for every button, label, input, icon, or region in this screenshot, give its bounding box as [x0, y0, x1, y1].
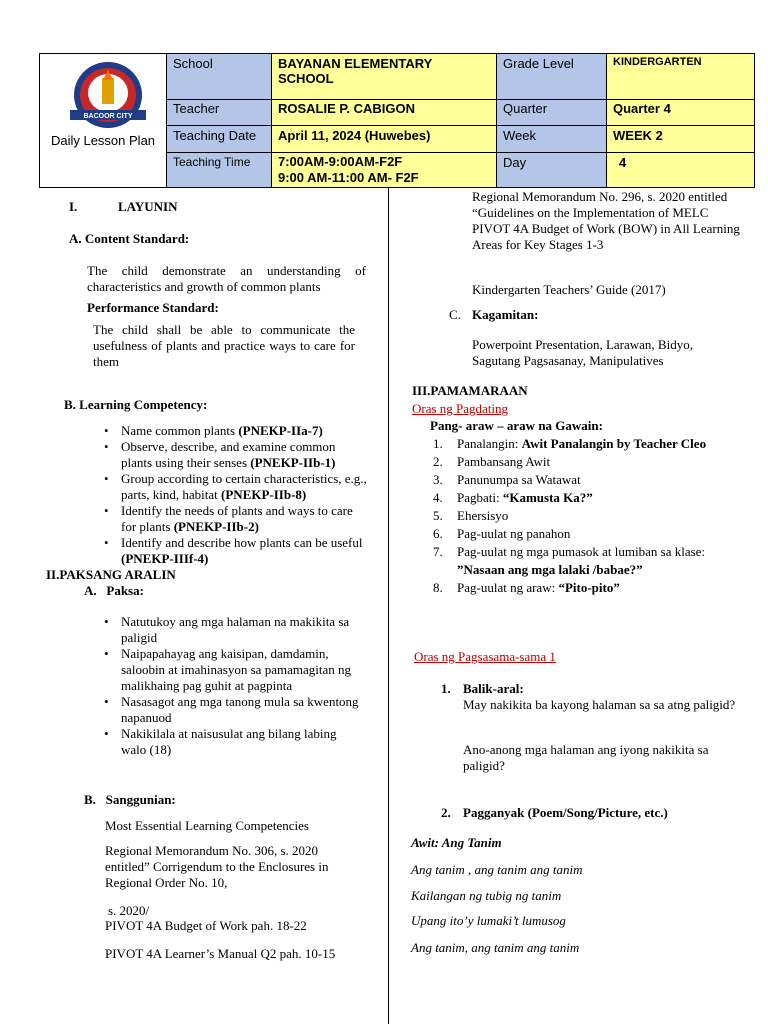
pagganyak-num: 2.: [441, 805, 451, 820]
list-item: • Observe, describe, and examine common plants using their senses (PNEKP-IIb-1): [99, 439, 369, 471]
quarter-value: Quarter 4: [606, 99, 755, 126]
list-item: • Nakikilala at naisusulat ang bilang labing walo (18): [99, 726, 361, 758]
content-standard: The child demonstrate an understanding of characteristics and growth of common plants: [87, 263, 366, 294]
s2020: s. 2020/: [108, 903, 150, 918]
plan-label: Daily Lesson Plan: [50, 133, 156, 148]
oras-pagsasama: Oras ng Pagsasama-sama 1: [414, 649, 556, 664]
week-label: Week: [496, 125, 607, 153]
time-label: Teaching Time: [166, 152, 272, 188]
oras-pagdating: Oras ng Pagdating: [412, 401, 509, 416]
paksa-list: [99, 614, 361, 758]
balik-num: 1.: [441, 681, 451, 696]
list-item: • Nasasagot ang mga tanong mula sa kwentong napanuod: [99, 694, 361, 726]
column-divider: [388, 188, 389, 1024]
date-value: April 11, 2024 (Huwebes): [271, 125, 497, 153]
competency-list: [99, 423, 369, 567]
lyric-line: Ang tanim, ang tanim ang tanim: [411, 940, 580, 955]
grade-value: KINDERGARTEN: [606, 53, 755, 100]
school-logo: [62, 60, 154, 130]
competency-label: B. Learning Competency:: [64, 397, 208, 412]
awit-title: Awit: Ang Tanim: [411, 835, 502, 850]
svg-text:BACOOR CITY: BACOOR CITY: [83, 113, 133, 120]
sec2-title: II.PAKSANG ARALIN: [46, 567, 176, 582]
paksa-label: A. Paksa:: [84, 583, 144, 598]
day-value: 4: [606, 152, 755, 188]
teacher-value: ROSALIE P. CABIGON: [271, 99, 497, 126]
sec3-title: III.PAMAMARAAN: [412, 383, 528, 398]
list-item: 6. Pag-uulat ng panahon: [433, 526, 571, 541]
lyric-line: Kailangan ng tubig ng tanim: [411, 888, 562, 903]
balik-label: Balik-aral:: [463, 681, 524, 696]
perf-standard-label: Performance Standard:: [87, 300, 219, 315]
time-value-2: 9:00 AM-11:00 AM- F2F: [278, 170, 419, 185]
bow: PIVOT 4A Budget of Work pah. 18-22: [105, 918, 307, 933]
grade-label: Grade Level: [496, 53, 607, 100]
rm306: Regional Memorandum No. 306, s. 2020 entitled” Corrigendum to the Enclosures in Regional Order No. 10,: [105, 843, 329, 890]
sec1-num: I.: [69, 199, 78, 214]
list-item: 5. Ehersisyo: [433, 508, 509, 523]
time-value-1: 7:00AM-9:00AM-F2F: [278, 154, 403, 169]
school-value: BAYANAN ELEMENTARY SCHOOL: [271, 53, 497, 100]
list-item: • Natutukoy ang mga halaman na makikita sa paligid: [99, 614, 361, 646]
time-value: [271, 152, 497, 188]
pagganyak-label: Pagganyak (Poem/Song/Picture, etc.): [463, 805, 668, 820]
question-1: May nakikita ba kayong halaman sa sa atng paligid?: [463, 697, 736, 712]
list-item: • Identify and describe how plants can be useful (PNEKP-IIIf-4): [99, 535, 369, 567]
melc: Most Essential Learning Competencies: [105, 818, 309, 833]
gawain-label: Pang- araw – araw na Gawain:: [430, 418, 603, 433]
kagamitan-label: Kagamitan:: [472, 307, 539, 322]
list-item: • Naipapahayag ang kaisipan, damdamin, saloobin at imahinasyon sa pamamagitan ng malikhaing pag guhit at pagpinta: [99, 646, 361, 694]
learners-manual: PIVOT 4A Learner’s Manual Q2 pah. 10-15: [105, 946, 336, 961]
content-standard-label: A. Content Standard:: [69, 231, 190, 246]
c-num: C.: [449, 307, 461, 322]
rm296: Regional Memorandum No. 296, s. 2020 entitled “Guidelines on the Implementation of MELC PIVOT 4A Budget of Work (BOW) in All Learning Areas for Key Stages 1-3: [472, 189, 740, 252]
list-item: 3. Panunumpa sa Watawat: [433, 472, 581, 487]
question-2: Ano-anong mga halaman ang iyong nakikita sa paligid?: [463, 742, 709, 773]
list-item: 4. Pagbati: “Kamusta Ka?”: [433, 490, 593, 505]
list-item: 8. Pag-uulat ng araw: “Pito-pito”: [433, 580, 620, 595]
week-value: WEEK 2: [606, 125, 755, 153]
list-item: 7. Pag-uulat ng mga pumasok at lumiban sa klase: ”Nasaan ang mga lalaki /babae?”: [433, 544, 706, 577]
list-item: 2. Pambansang Awit: [433, 454, 551, 469]
teacher-label: Teacher: [166, 99, 272, 126]
list-item: • Name common plants (PNEKP-IIa-7): [99, 423, 369, 439]
perf-standard: The child shall be able to communicate the usefulness of plants and practice ways to care for them: [93, 322, 355, 369]
sanggunian-label: B. Sanggunian:: [84, 792, 176, 807]
school-label: School: [166, 53, 272, 100]
list-item: • Identify the needs of plants and ways to care for plants (PNEKP-IIb-2): [99, 503, 369, 535]
quarter-label: Quarter: [496, 99, 607, 126]
lyric-line: Ang tanim , ang tanim ang tanim: [411, 862, 583, 877]
gawain-list: [433, 435, 753, 597]
lyric-line: Upang ito’y lumaki’t lumusog: [411, 913, 566, 928]
sec1-title: LAYUNIN: [118, 199, 178, 214]
list-item: 1. Panalangin: Awit Panalangin by Teacher Cleo: [433, 436, 707, 451]
day-label: Day: [496, 152, 607, 188]
ktg: Kindergarten Teachers’ Guide (2017): [472, 282, 666, 297]
date-label: Teaching Date: [166, 125, 272, 153]
materials: Powerpoint Presentation, Larawan, Bidyo, Sagutang Pagsasanay, Manipulatives: [472, 337, 693, 368]
list-item: • Group according to certain characteristics, e.g., parts, kind, habitat (PNEKP-IIb-8): [99, 471, 369, 503]
